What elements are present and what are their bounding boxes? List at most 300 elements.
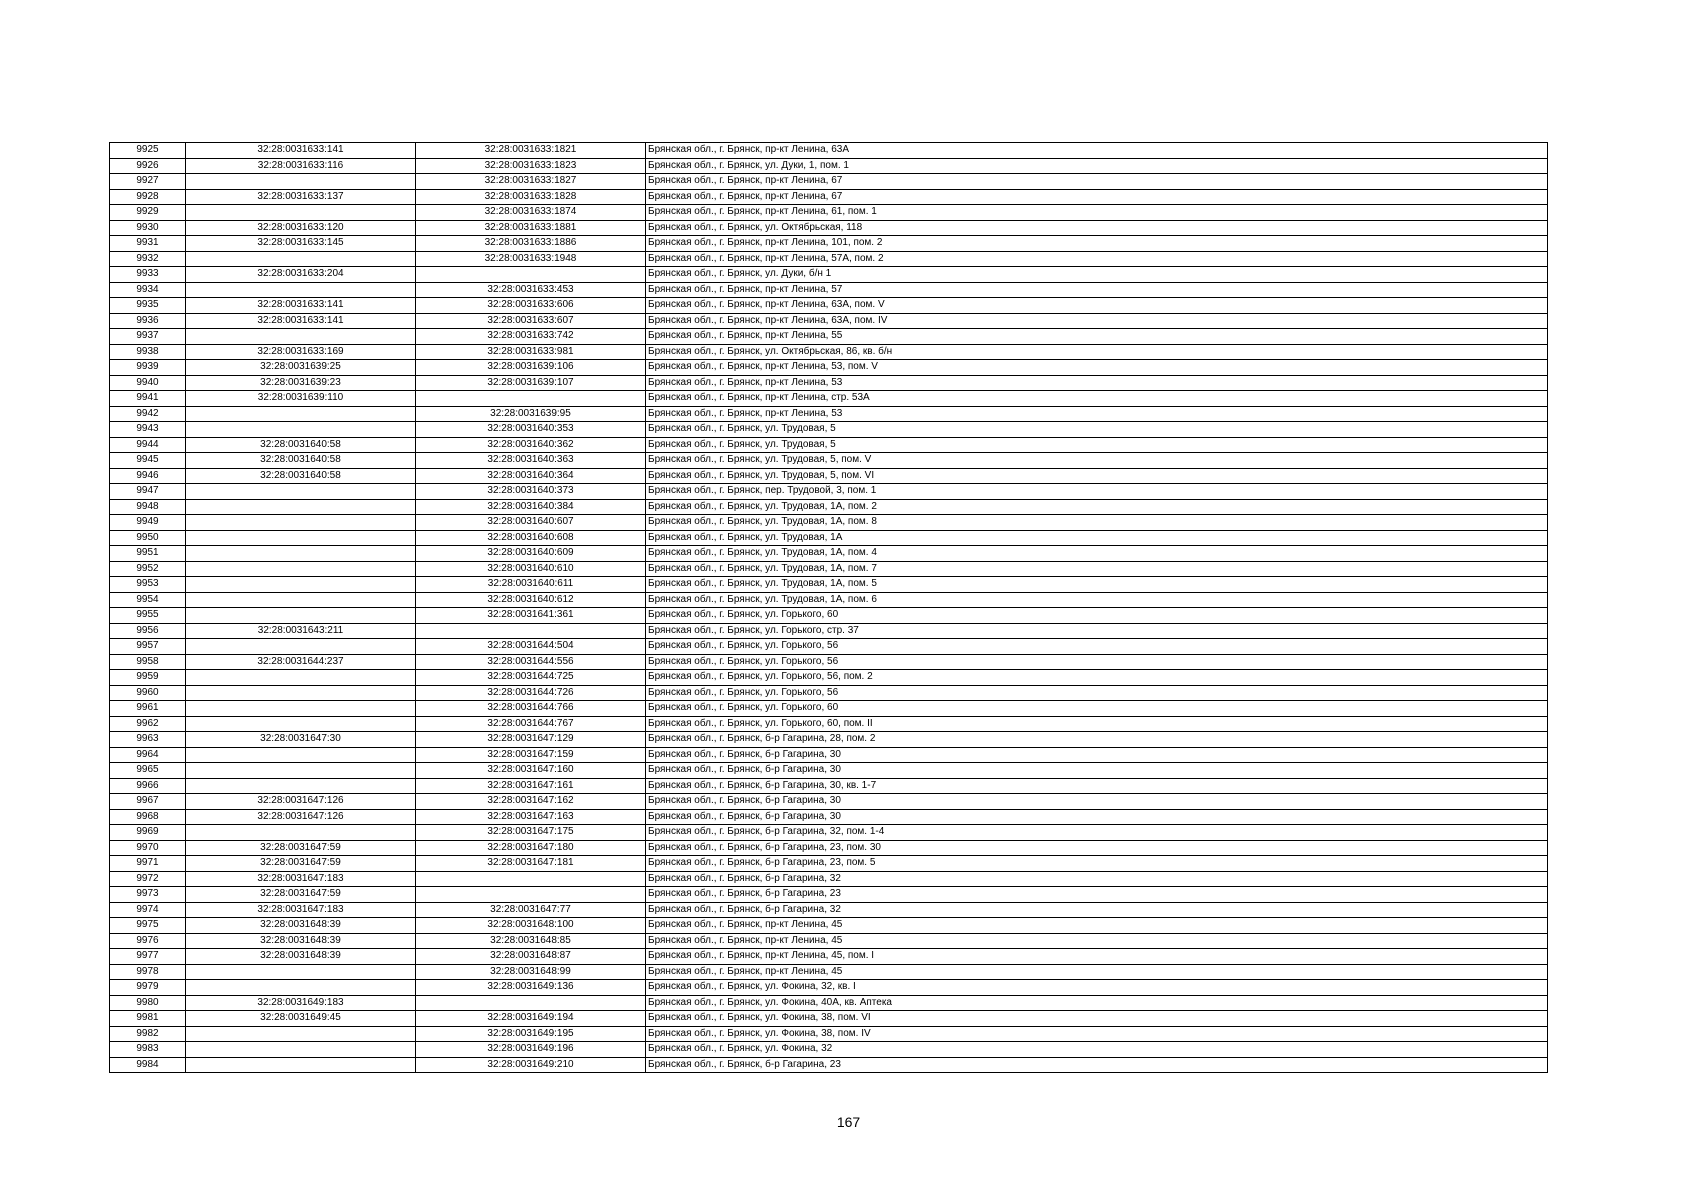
- cadastral-number-cell: 32:28:0031633:1827: [416, 174, 646, 190]
- address-cell: Брянская обл., г. Брянск, пр-кт Ленина, 53, пом. V: [646, 360, 1548, 376]
- table-row: [110, 515, 1548, 531]
- parent-cadastral-number-cell: [186, 251, 416, 267]
- row-number-cell: 9961: [110, 701, 186, 717]
- cadastral-number-cell: 32:28:0031649:195: [416, 1026, 646, 1042]
- address-cell: Брянская обл., г. Брянск, б-р Гагарина, 32: [646, 871, 1548, 887]
- address-cell: Брянская обл., г. Брянск, ул. Трудовая, 5: [646, 437, 1548, 453]
- table-row: [110, 158, 1548, 174]
- parent-cadastral-number-cell: 32:28:0031647:126: [186, 809, 416, 825]
- row-number-cell: 9950: [110, 530, 186, 546]
- row-number-cell: 9967: [110, 794, 186, 810]
- parent-cadastral-number-cell: 32:28:0031647:30: [186, 732, 416, 748]
- parent-cadastral-number-cell: 32:28:0031640:58: [186, 453, 416, 469]
- table-row: [110, 608, 1548, 624]
- table-row: [110, 623, 1548, 639]
- parent-cadastral-number-cell: [186, 825, 416, 841]
- cadastral-number-cell: 32:28:0031648:87: [416, 949, 646, 965]
- table-row: [110, 1057, 1548, 1073]
- address-cell: Брянская обл., г. Брянск, ул. Фокина, 32: [646, 1042, 1548, 1058]
- address-cell: Брянская обл., г. Брянск, б-р Гагарина, 30: [646, 809, 1548, 825]
- parent-cadastral-number-cell: [186, 1057, 416, 1073]
- row-number-cell: 9970: [110, 840, 186, 856]
- row-number-cell: 9971: [110, 856, 186, 872]
- address-cell: Брянская обл., г. Брянск, пр-кт Ленина, 63А, пом. V: [646, 298, 1548, 314]
- parent-cadastral-number-cell: 32:28:0031648:39: [186, 949, 416, 965]
- cadastral-number-cell: 32:28:0031649:194: [416, 1011, 646, 1027]
- table-row: [110, 189, 1548, 205]
- address-cell: Брянская обл., г. Брянск, пр-кт Ленина, 63А, пом. IV: [646, 313, 1548, 329]
- table-row: [110, 918, 1548, 934]
- cadastral-number-cell: 32:28:0031633:1828: [416, 189, 646, 205]
- table-row: [110, 484, 1548, 500]
- table-row: [110, 422, 1548, 438]
- cadastral-number-cell: 32:28:0031640:610: [416, 561, 646, 577]
- parent-cadastral-number-cell: 32:28:0031633:120: [186, 220, 416, 236]
- table-row: [110, 825, 1548, 841]
- table-row: [110, 282, 1548, 298]
- row-number-cell: 9977: [110, 949, 186, 965]
- table-row: [110, 546, 1548, 562]
- address-cell: Брянская обл., г. Брянск, б-р Гагарина, 32, пом. 1-4: [646, 825, 1548, 841]
- cadastral-number-cell: 32:28:0031633:607: [416, 313, 646, 329]
- row-number-cell: 9947: [110, 484, 186, 500]
- cadastral-number-cell: 32:28:0031640:608: [416, 530, 646, 546]
- table-row: [110, 406, 1548, 422]
- address-cell: Брянская обл., г. Брянск, пр-кт Ленина, 53: [646, 406, 1548, 422]
- parent-cadastral-number-cell: [186, 1026, 416, 1042]
- table-row: [110, 980, 1548, 996]
- address-cell: Брянская обл., г. Брянск, ул. Горького, 60: [646, 608, 1548, 624]
- cadastral-number-cell: 32:28:0031641:361: [416, 608, 646, 624]
- row-number-cell: 9926: [110, 158, 186, 174]
- parent-cadastral-number-cell: 32:28:0031643:211: [186, 623, 416, 639]
- address-cell: Брянская обл., г. Брянск, ул. Трудовая, 5, пом. V: [646, 453, 1548, 469]
- address-cell: Брянская обл., г. Брянск, пр-кт Ленина, 45: [646, 918, 1548, 934]
- table-row: [110, 329, 1548, 345]
- cadastral-number-cell: 32:28:0031647:163: [416, 809, 646, 825]
- cadastral-number-cell: 32:28:0031633:1823: [416, 158, 646, 174]
- table-row: [110, 530, 1548, 546]
- cadastral-number-cell: 32:28:0031633:1886: [416, 236, 646, 252]
- parent-cadastral-number-cell: [186, 964, 416, 980]
- parent-cadastral-number-cell: [186, 608, 416, 624]
- cadastral-number-cell: 32:28:0031647:180: [416, 840, 646, 856]
- table-row: [110, 236, 1548, 252]
- table-row: [110, 1011, 1548, 1027]
- row-number-cell: 9984: [110, 1057, 186, 1073]
- address-cell: Брянская обл., г. Брянск, пр-кт Ленина, 67: [646, 174, 1548, 190]
- address-cell: Брянская обл., г. Брянск, б-р Гагарина, 30: [646, 794, 1548, 810]
- table-row: [110, 360, 1548, 376]
- parent-cadastral-number-cell: 32:28:0031647:59: [186, 840, 416, 856]
- table-row: [110, 592, 1548, 608]
- cadastral-number-cell: 32:28:0031647:77: [416, 902, 646, 918]
- cadastral-table: [109, 142, 1548, 1073]
- row-number-cell: 9980: [110, 995, 186, 1011]
- address-cell: Брянская обл., г. Брянск, ул. Дуки, 1, пом. 1: [646, 158, 1548, 174]
- cadastral-number-cell: 32:28:0031633:981: [416, 344, 646, 360]
- cadastral-number-cell: 32:28:0031644:726: [416, 685, 646, 701]
- row-number-cell: 9982: [110, 1026, 186, 1042]
- parent-cadastral-number-cell: 32:28:0031633:169: [186, 344, 416, 360]
- table-row: [110, 639, 1548, 655]
- parent-cadastral-number-cell: [186, 980, 416, 996]
- cadastral-number-cell: 32:28:0031649:210: [416, 1057, 646, 1073]
- cadastral-number-cell: 32:28:0031649:136: [416, 980, 646, 996]
- parent-cadastral-number-cell: [186, 670, 416, 686]
- table-row: [110, 251, 1548, 267]
- address-cell: Брянская обл., г. Брянск, пр-кт Ленина, 55: [646, 329, 1548, 345]
- row-number-cell: 9969: [110, 825, 186, 841]
- address-cell: Брянская обл., г. Брянск, ул. Фокина, 32, кв. I: [646, 980, 1548, 996]
- row-number-cell: 9948: [110, 499, 186, 515]
- cadastral-number-cell: [416, 871, 646, 887]
- parent-cadastral-number-cell: [186, 530, 416, 546]
- parent-cadastral-number-cell: [186, 701, 416, 717]
- row-number-cell: 9951: [110, 546, 186, 562]
- row-number-cell: 9932: [110, 251, 186, 267]
- address-cell: Брянская обл., г. Брянск, пр-кт Ленина, стр. 53А: [646, 391, 1548, 407]
- parent-cadastral-number-cell: 32:28:0031633:204: [186, 267, 416, 283]
- parent-cadastral-number-cell: [186, 747, 416, 763]
- parent-cadastral-number-cell: 32:28:0031639:23: [186, 375, 416, 391]
- address-cell: Брянская обл., г. Брянск, б-р Гагарина, 32: [646, 902, 1548, 918]
- table-row: [110, 995, 1548, 1011]
- address-cell: Брянская обл., г. Брянск, пер. Трудовой, 3, пом. 1: [646, 484, 1548, 500]
- parent-cadastral-number-cell: [186, 763, 416, 779]
- address-cell: Брянская обл., г. Брянск, пр-кт Ленина, 57А, пом. 2: [646, 251, 1548, 267]
- table-row: [110, 716, 1548, 732]
- parent-cadastral-number-cell: 32:28:0031640:58: [186, 437, 416, 453]
- table-row: [110, 499, 1548, 515]
- cadastral-number-cell: 32:28:0031633:453: [416, 282, 646, 298]
- parent-cadastral-number-cell: 32:28:0031647:126: [186, 794, 416, 810]
- address-cell: Брянская обл., г. Брянск, ул. Горького, 56: [646, 685, 1548, 701]
- row-number-cell: 9965: [110, 763, 186, 779]
- row-number-cell: 9957: [110, 639, 186, 655]
- cadastral-number-cell: 32:28:0031647:161: [416, 778, 646, 794]
- cadastral-number-cell: 32:28:0031640:363: [416, 453, 646, 469]
- row-number-cell: 9940: [110, 375, 186, 391]
- address-cell: Брянская обл., г. Брянск, пр-кт Ленина, 45: [646, 933, 1548, 949]
- cadastral-number-cell: [416, 267, 646, 283]
- parent-cadastral-number-cell: [186, 716, 416, 732]
- table-row: [110, 856, 1548, 872]
- row-number-cell: 9972: [110, 871, 186, 887]
- row-number-cell: 9981: [110, 1011, 186, 1027]
- parent-cadastral-number-cell: [186, 577, 416, 593]
- address-cell: Брянская обл., г. Брянск, б-р Гагарина, 30: [646, 747, 1548, 763]
- parent-cadastral-number-cell: [186, 422, 416, 438]
- table-row: [110, 577, 1548, 593]
- address-cell: Брянская обл., г. Брянск, пр-кт Ленина, 57: [646, 282, 1548, 298]
- row-number-cell: 9955: [110, 608, 186, 624]
- row-number-cell: 9944: [110, 437, 186, 453]
- cadastral-number-cell: 32:28:0031640:362: [416, 437, 646, 453]
- parent-cadastral-number-cell: 32:28:0031639:110: [186, 391, 416, 407]
- address-cell: Брянская обл., г. Брянск, ул. Горького, 56: [646, 654, 1548, 670]
- table-row: [110, 468, 1548, 484]
- parent-cadastral-number-cell: 32:28:0031648:39: [186, 918, 416, 934]
- parent-cadastral-number-cell: [186, 499, 416, 515]
- address-cell: Брянская обл., г. Брянск, ул. Трудовая, 5: [646, 422, 1548, 438]
- address-cell: Брянская обл., г. Брянск, ул. Горького, 60, пом. II: [646, 716, 1548, 732]
- table-row: [110, 375, 1548, 391]
- cadastral-number-cell: 32:28:0031640:607: [416, 515, 646, 531]
- parent-cadastral-number-cell: 32:28:0031647:59: [186, 856, 416, 872]
- row-number-cell: 9964: [110, 747, 186, 763]
- row-number-cell: 9933: [110, 267, 186, 283]
- table-row: [110, 313, 1548, 329]
- parent-cadastral-number-cell: 32:28:0031640:58: [186, 468, 416, 484]
- address-cell: Брянская обл., г. Брянск, б-р Гагарина, 30, кв. 1-7: [646, 778, 1548, 794]
- row-number-cell: 9974: [110, 902, 186, 918]
- address-cell: Брянская обл., г. Брянск, б-р Гагарина, 30: [646, 763, 1548, 779]
- page-number: 167: [836, 1114, 861, 1130]
- row-number-cell: 9952: [110, 561, 186, 577]
- parent-cadastral-number-cell: [186, 561, 416, 577]
- parent-cadastral-number-cell: [186, 515, 416, 531]
- table-row: [110, 220, 1548, 236]
- table-row: [110, 809, 1548, 825]
- address-cell: Брянская обл., г. Брянск, ул. Дуки, б/н 1: [646, 267, 1548, 283]
- row-number-cell: 9941: [110, 391, 186, 407]
- cadastral-number-cell: 32:28:0031640:612: [416, 592, 646, 608]
- address-cell: Брянская обл., г. Брянск, пр-кт Ленина, 63А: [646, 143, 1548, 159]
- row-number-cell: 9975: [110, 918, 186, 934]
- parent-cadastral-number-cell: 32:28:0031633:145: [186, 236, 416, 252]
- table-row: [110, 267, 1548, 283]
- row-number-cell: 9942: [110, 406, 186, 422]
- address-cell: Брянская обл., г. Брянск, пр-кт Ленина, 61, пом. 1: [646, 205, 1548, 221]
- address-cell: Брянская обл., г. Брянск, б-р Гагарина, 23: [646, 887, 1548, 903]
- table-row: [110, 205, 1548, 221]
- table-row: [110, 670, 1548, 686]
- row-number-cell: 9931: [110, 236, 186, 252]
- cadastral-number-cell: [416, 623, 646, 639]
- row-number-cell: 9949: [110, 515, 186, 531]
- row-number-cell: 9937: [110, 329, 186, 345]
- parent-cadastral-number-cell: [186, 592, 416, 608]
- address-cell: Брянская обл., г. Брянск, ул. Трудовая, 1А, пом. 7: [646, 561, 1548, 577]
- address-cell: Брянская обл., г. Брянск, ул. Октябрьская, 118: [646, 220, 1548, 236]
- cadastral-number-cell: 32:28:0031640:364: [416, 468, 646, 484]
- table-row: [110, 763, 1548, 779]
- parent-cadastral-number-cell: [186, 205, 416, 221]
- cadastral-number-cell: 32:28:0031639:95: [416, 406, 646, 422]
- row-number-cell: 9945: [110, 453, 186, 469]
- parent-cadastral-number-cell: 32:28:0031633:137: [186, 189, 416, 205]
- row-number-cell: 9954: [110, 592, 186, 608]
- parent-cadastral-number-cell: [186, 282, 416, 298]
- address-cell: Брянская обл., г. Брянск, ул. Трудовая, 1А, пом. 4: [646, 546, 1548, 562]
- cadastral-number-cell: 32:28:0031640:373: [416, 484, 646, 500]
- cadastral-number-cell: 32:28:0031647:181: [416, 856, 646, 872]
- row-number-cell: 9966: [110, 778, 186, 794]
- cadastral-number-cell: 32:28:0031633:1874: [416, 205, 646, 221]
- cadastral-number-cell: 32:28:0031640:384: [416, 499, 646, 515]
- cadastral-number-cell: [416, 391, 646, 407]
- cadastral-number-cell: 32:28:0031644:767: [416, 716, 646, 732]
- address-cell: Брянская обл., г. Брянск, ул. Трудовая, 1А, пом. 8: [646, 515, 1548, 531]
- address-cell: Брянская обл., г. Брянск, б-р Гагарина, 23: [646, 1057, 1548, 1073]
- cadastral-number-cell: 32:28:0031648:85: [416, 933, 646, 949]
- address-cell: Брянская обл., г. Брянск, б-р Гагарина, 23, пом. 5: [646, 856, 1548, 872]
- row-number-cell: 9928: [110, 189, 186, 205]
- address-cell: Брянская обл., г. Брянск, ул. Трудовая, 5, пом. VI: [646, 468, 1548, 484]
- cadastral-number-cell: 32:28:0031647:175: [416, 825, 646, 841]
- address-cell: Брянская обл., г. Брянск, пр-кт Ленина, 45: [646, 964, 1548, 980]
- table-row: [110, 174, 1548, 190]
- parent-cadastral-number-cell: [186, 1042, 416, 1058]
- parent-cadastral-number-cell: 32:28:0031633:141: [186, 298, 416, 314]
- cadastral-number-cell: 32:28:0031633:606: [416, 298, 646, 314]
- row-number-cell: 9960: [110, 685, 186, 701]
- parent-cadastral-number-cell: 32:28:0031644:237: [186, 654, 416, 670]
- parent-cadastral-number-cell: 32:28:0031647:183: [186, 902, 416, 918]
- cadastral-number-cell: 32:28:0031644:766: [416, 701, 646, 717]
- address-cell: Брянская обл., г. Брянск, б-р Гагарина, 28, пом. 2: [646, 732, 1548, 748]
- row-number-cell: 9929: [110, 205, 186, 221]
- cadastral-number-cell: 32:28:0031639:107: [416, 375, 646, 391]
- cadastral-number-cell: [416, 887, 646, 903]
- row-number-cell: 9959: [110, 670, 186, 686]
- row-number-cell: 9976: [110, 933, 186, 949]
- cadastral-number-cell: 32:28:0031640:353: [416, 422, 646, 438]
- address-cell: Брянская обл., г. Брянск, ул. Трудовая, 1А, пом. 6: [646, 592, 1548, 608]
- address-cell: Брянская обл., г. Брянск, ул. Горького, 60: [646, 701, 1548, 717]
- address-cell: Брянская обл., г. Брянск, ул. Трудовая, 1А, пом. 2: [646, 499, 1548, 515]
- address-cell: Брянская обл., г. Брянск, пр-кт Ленина, 53: [646, 375, 1548, 391]
- parent-cadastral-number-cell: 32:28:0031633:141: [186, 313, 416, 329]
- table-row: [110, 437, 1548, 453]
- cadastral-number-cell: 32:28:0031644:725: [416, 670, 646, 686]
- parent-cadastral-number-cell: [186, 329, 416, 345]
- cadastral-number-cell: 32:28:0031633:1948: [416, 251, 646, 267]
- row-number-cell: 9962: [110, 716, 186, 732]
- cadastral-number-cell: 32:28:0031647:129: [416, 732, 646, 748]
- cadastral-number-cell: 32:28:0031633:742: [416, 329, 646, 345]
- address-cell: Брянская обл., г. Брянск, ул. Октябрьская, 86, кв. б/н: [646, 344, 1548, 360]
- address-cell: Брянская обл., г. Брянск, ул. Трудовая, 1А: [646, 530, 1548, 546]
- row-number-cell: 9934: [110, 282, 186, 298]
- address-cell: Брянская обл., г. Брянск, пр-кт Ленина, 45, пом. I: [646, 949, 1548, 965]
- table-row: [110, 391, 1548, 407]
- parent-cadastral-number-cell: [186, 484, 416, 500]
- table-row: [110, 902, 1548, 918]
- cadastral-number-cell: 32:28:0031633:1881: [416, 220, 646, 236]
- parent-cadastral-number-cell: [186, 174, 416, 190]
- parent-cadastral-number-cell: 32:28:0031639:25: [186, 360, 416, 376]
- table-row: [110, 794, 1548, 810]
- table-row: [110, 561, 1548, 577]
- table-row: [110, 1026, 1548, 1042]
- table-row: [110, 701, 1548, 717]
- parent-cadastral-number-cell: [186, 685, 416, 701]
- cadastral-number-cell: 32:28:0031644:556: [416, 654, 646, 670]
- table-row: [110, 143, 1548, 159]
- row-number-cell: 9973: [110, 887, 186, 903]
- address-cell: Брянская обл., г. Брянск, ул. Фокина, 38, пом. VI: [646, 1011, 1548, 1027]
- address-cell: Брянская обл., г. Брянск, ул. Горького, стр. 37: [646, 623, 1548, 639]
- table-row: [110, 949, 1548, 965]
- address-cell: Брянская обл., г. Брянск, ул. Горького, 56, пом. 2: [646, 670, 1548, 686]
- cadastral-number-cell: 32:28:0031647:160: [416, 763, 646, 779]
- row-number-cell: 9963: [110, 732, 186, 748]
- parent-cadastral-number-cell: [186, 406, 416, 422]
- table-row: [110, 344, 1548, 360]
- cadastral-number-cell: 32:28:0031640:609: [416, 546, 646, 562]
- address-cell: Брянская обл., г. Брянск, б-р Гагарина, 23, пом. 30: [646, 840, 1548, 856]
- row-number-cell: 9958: [110, 654, 186, 670]
- parent-cadastral-number-cell: 32:28:0031647:183: [186, 871, 416, 887]
- cadastral-number-cell: 32:28:0031648:99: [416, 964, 646, 980]
- cadastral-number-cell: 32:28:0031644:504: [416, 639, 646, 655]
- table-body: [110, 143, 1548, 1073]
- table-row: [110, 685, 1548, 701]
- row-number-cell: 9968: [110, 809, 186, 825]
- cadastral-number-cell: 32:28:0031633:1821: [416, 143, 646, 159]
- table-row: [110, 887, 1548, 903]
- parent-cadastral-number-cell: 32:28:0031633:141: [186, 143, 416, 159]
- row-number-cell: 9939: [110, 360, 186, 376]
- table-row: [110, 1042, 1548, 1058]
- row-number-cell: 9927: [110, 174, 186, 190]
- parent-cadastral-number-cell: [186, 639, 416, 655]
- cadastral-number-cell: 32:28:0031647:162: [416, 794, 646, 810]
- parent-cadastral-number-cell: 32:28:0031647:59: [186, 887, 416, 903]
- row-number-cell: 9953: [110, 577, 186, 593]
- table-row: [110, 453, 1548, 469]
- cadastral-number-cell: 32:28:0031640:611: [416, 577, 646, 593]
- table-row: [110, 933, 1548, 949]
- parent-cadastral-number-cell: 32:28:0031648:39: [186, 933, 416, 949]
- cadastral-number-cell: 32:28:0031648:100: [416, 918, 646, 934]
- address-cell: Брянская обл., г. Брянск, пр-кт Ленина, 101, пом. 2: [646, 236, 1548, 252]
- table-row: [110, 964, 1548, 980]
- cadastral-number-cell: 32:28:0031647:159: [416, 747, 646, 763]
- parent-cadastral-number-cell: [186, 778, 416, 794]
- row-number-cell: 9979: [110, 980, 186, 996]
- address-cell: Брянская обл., г. Брянск, пр-кт Ленина, 67: [646, 189, 1548, 205]
- address-cell: Брянская обл., г. Брянск, ул. Трудовая, 1А, пом. 5: [646, 577, 1548, 593]
- address-cell: Брянская обл., г. Брянск, ул. Фокина, 40А, кв. Аптека: [646, 995, 1548, 1011]
- row-number-cell: 9956: [110, 623, 186, 639]
- table-row: [110, 298, 1548, 314]
- cadastral-number-cell: 32:28:0031639:106: [416, 360, 646, 376]
- table-row: [110, 840, 1548, 856]
- row-number-cell: 9930: [110, 220, 186, 236]
- parent-cadastral-number-cell: 32:28:0031633:116: [186, 158, 416, 174]
- cadastral-number-cell: [416, 995, 646, 1011]
- address-cell: Брянская обл., г. Брянск, ул. Горького, 56: [646, 639, 1548, 655]
- address-cell: Брянская обл., г. Брянск, ул. Фокина, 38, пом. IV: [646, 1026, 1548, 1042]
- row-number-cell: 9936: [110, 313, 186, 329]
- row-number-cell: 9943: [110, 422, 186, 438]
- row-number-cell: 9938: [110, 344, 186, 360]
- table-row: [110, 747, 1548, 763]
- table-row: [110, 654, 1548, 670]
- row-number-cell: 9935: [110, 298, 186, 314]
- table-row: [110, 778, 1548, 794]
- row-number-cell: 9925: [110, 143, 186, 159]
- row-number-cell: 9946: [110, 468, 186, 484]
- row-number-cell: 9983: [110, 1042, 186, 1058]
- cadastral-number-cell: 32:28:0031649:196: [416, 1042, 646, 1058]
- table-row: [110, 732, 1548, 748]
- parent-cadastral-number-cell: 32:28:0031649:45: [186, 1011, 416, 1027]
- row-number-cell: 9978: [110, 964, 186, 980]
